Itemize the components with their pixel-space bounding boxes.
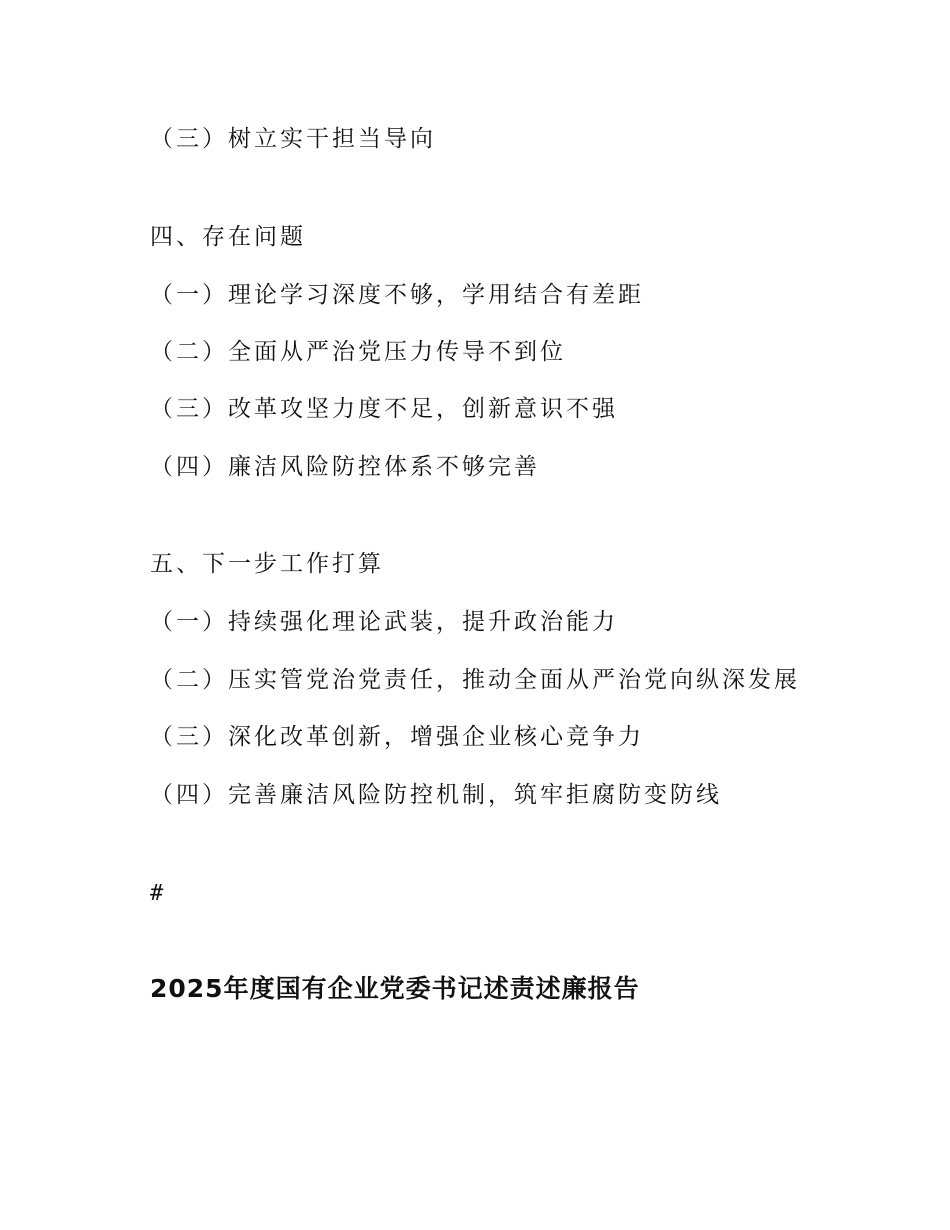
outline-item: （三）树立实干担当导向 bbox=[150, 126, 436, 152]
separator-mark: # bbox=[150, 881, 164, 906]
report-title: 2025年度国有企业党委书记述责述廉报告 bbox=[150, 974, 640, 1003]
outline-item: （二）全面从严治党压力传导不到位 bbox=[150, 339, 566, 365]
outline-item: （三）改革攻坚力度不足，创新意识不强 bbox=[150, 396, 618, 422]
outline-item: （四）廉洁风险防控体系不够完善 bbox=[150, 454, 540, 480]
outline-item: （一）持续强化理论武装，提升政治能力 bbox=[150, 609, 618, 635]
section-heading: 四、存在问题 bbox=[150, 224, 306, 250]
outline-item: （二）压实管党治党责任，推动全面从严治党向纵深发展 bbox=[150, 667, 800, 693]
outline-item: （三）深化改革创新，增强企业核心竞争力 bbox=[150, 724, 644, 750]
section-heading: 五、下一步工作打算 bbox=[150, 551, 384, 577]
outline-item: （一）理论学习深度不够，学用结合有差距 bbox=[150, 282, 644, 308]
outline-item: （四）完善廉洁风险防控机制，筑牢拒腐防变防线 bbox=[150, 782, 722, 808]
